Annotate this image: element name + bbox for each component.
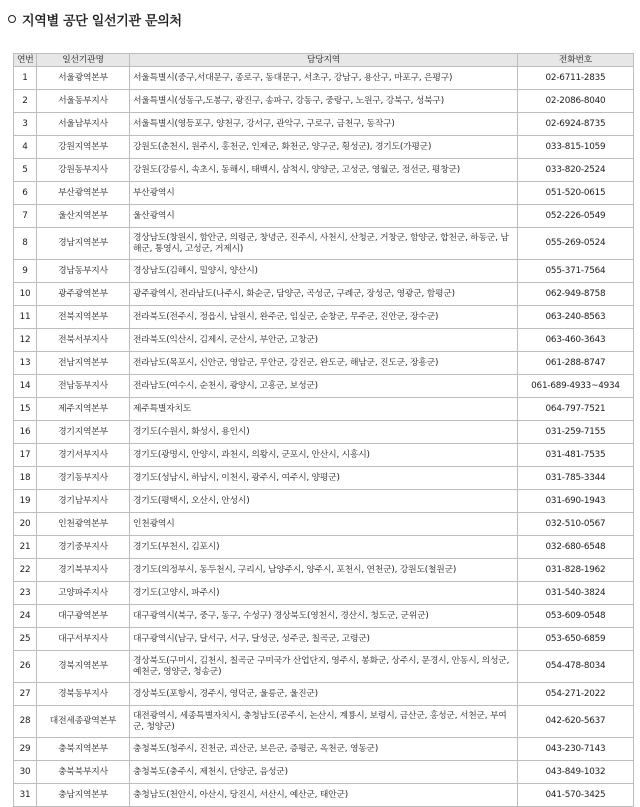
phone-number: 031-481-7535 bbox=[518, 444, 634, 467]
table-row bbox=[14, 398, 634, 421]
office-name: 전북지역본부 bbox=[37, 306, 130, 329]
region-cell: 경기도(성남시, 하남시, 이천시, 광주시, 여주시, 양평군) bbox=[130, 467, 518, 490]
office-name: 경남지역본부 bbox=[37, 228, 130, 260]
table-row bbox=[14, 628, 634, 651]
office-name: 경남동부지사 bbox=[37, 260, 130, 283]
region-cell: 경기도(수원시, 화성시, 용인시) bbox=[130, 421, 518, 444]
table-header-row bbox=[14, 54, 634, 67]
table-row bbox=[14, 136, 634, 159]
table-row bbox=[14, 444, 634, 467]
phone-number: 02-6711-2835 bbox=[518, 67, 634, 90]
office-name: 제주지역본부 bbox=[37, 398, 130, 421]
page-title: 지역별 공단 일선기관 문의처 bbox=[22, 13, 182, 29]
region-cell: 대전광역시, 세종특별자치시, 충청남도(공주시, 논산시, 계룡시, 보령시, 금산군, 홍성군, 서천군, 부여군, 청양군) bbox=[130, 706, 518, 738]
office-name: 경북동부지사 bbox=[37, 683, 130, 706]
row-number: 5 bbox=[14, 159, 37, 182]
table-row bbox=[14, 375, 634, 398]
row-number: 23 bbox=[14, 582, 37, 605]
row-number: 21 bbox=[14, 536, 37, 559]
phone-number: 052-226-0549 bbox=[518, 205, 634, 228]
office-name: 서울광역본부 bbox=[37, 67, 130, 90]
table-row bbox=[14, 513, 634, 536]
table-row bbox=[14, 260, 634, 283]
row-number: 25 bbox=[14, 628, 37, 651]
office-name: 충남지역본부 bbox=[37, 784, 130, 807]
office-name: 강원지역본부 bbox=[37, 136, 130, 159]
office-name: 대구광역본부 bbox=[37, 605, 130, 628]
region-cell: 경기도(의정부시, 동두천시, 구리시, 남양주시, 양주시, 포천시, 연천군), 강원도(철원군) bbox=[130, 559, 518, 582]
table-row bbox=[14, 784, 634, 807]
table-row bbox=[14, 159, 634, 182]
region-cell: 서울특별시(성동구,도봉구, 광진구, 송파구, 강동구, 중랑구, 노원구, 강북구, 성북구) bbox=[130, 90, 518, 113]
region-cell: 대구광역시(북구, 중구, 동구, 수성구) 경상북도(영천시, 경산시, 청도군, 군위군) bbox=[130, 605, 518, 628]
table-row bbox=[14, 738, 634, 761]
phone-number: 061-689-4933~4934 bbox=[518, 375, 634, 398]
phone-number: 061-288-8747 bbox=[518, 352, 634, 375]
phone-number: 054-271-2022 bbox=[518, 683, 634, 706]
row-number: 14 bbox=[14, 375, 37, 398]
table-row bbox=[14, 467, 634, 490]
region-cell: 경상남도(창원시, 함안군, 의령군, 창녕군, 진주시, 사천시, 산청군, 거창군, 함양군, 합천군, 하동군, 남해군, 통영시, 고성군, 거제시) bbox=[130, 228, 518, 260]
table-row bbox=[14, 67, 634, 90]
region-cell: 충청남도(천안시, 아산시, 당진시, 서산시, 예산군, 태안군) bbox=[130, 784, 518, 807]
region-cell: 강원도(춘천시, 원주시, 홍천군, 인제군, 화천군, 양구군, 횡성군), 경기도(가평군) bbox=[130, 136, 518, 159]
office-name: 경기북부지사 bbox=[37, 559, 130, 582]
office-name: 경기남부지사 bbox=[37, 490, 130, 513]
phone-number: 055-269-0524 bbox=[518, 228, 634, 260]
phone-number: 051-520-0615 bbox=[518, 182, 634, 205]
region-cell: 서울특별시(영등포구, 양천구, 강서구, 관악구, 구로구, 금천구, 동작구) bbox=[130, 113, 518, 136]
row-number: 1 bbox=[14, 67, 37, 90]
region-cell: 전라북도(전주시, 정읍시, 남원시, 완주군, 임실군, 순창군, 무주군, 진안군, 장수군) bbox=[130, 306, 518, 329]
table-row bbox=[14, 761, 634, 784]
row-number: 4 bbox=[14, 136, 37, 159]
section-title bbox=[8, 9, 182, 29]
office-name: 대구서부지사 bbox=[37, 628, 130, 651]
office-name: 경기지역본부 bbox=[37, 421, 130, 444]
row-number: 18 bbox=[14, 467, 37, 490]
table-row bbox=[14, 651, 634, 683]
row-number: 13 bbox=[14, 352, 37, 375]
office-name: 경북지역본부 bbox=[37, 651, 130, 683]
table-row bbox=[14, 683, 634, 706]
row-number: 29 bbox=[14, 738, 37, 761]
region-cell: 경기도(고양시, 파주시) bbox=[130, 582, 518, 605]
table-row bbox=[14, 113, 634, 136]
table-row bbox=[14, 306, 634, 329]
office-name: 울산지역본부 bbox=[37, 205, 130, 228]
region-cell: 부산광역시 bbox=[130, 182, 518, 205]
phone-number: 043-849-1032 bbox=[518, 761, 634, 784]
phone-number: 02-6924-8735 bbox=[518, 113, 634, 136]
office-name: 고양파주지사 bbox=[37, 582, 130, 605]
phone-number: 043-230-7143 bbox=[518, 738, 634, 761]
row-number: 9 bbox=[14, 260, 37, 283]
region-cell: 제주특별자치도 bbox=[130, 398, 518, 421]
region-cell: 울산광역시 bbox=[130, 205, 518, 228]
table-row bbox=[14, 228, 634, 260]
office-name: 경기중부지사 bbox=[37, 536, 130, 559]
table-row bbox=[14, 582, 634, 605]
phone-number: 062-949-8758 bbox=[518, 283, 634, 306]
header-number: 연번 bbox=[14, 54, 37, 67]
phone-number: 053-650-6859 bbox=[518, 628, 634, 651]
circle-bullet-icon bbox=[8, 15, 16, 23]
row-number: 6 bbox=[14, 182, 37, 205]
region-cell: 경기도(광명시, 안양시, 과천시, 의왕시, 군포시, 안산시, 시흥시) bbox=[130, 444, 518, 467]
row-number: 30 bbox=[14, 761, 37, 784]
phone-number: 02-2086-8040 bbox=[518, 90, 634, 113]
row-number: 15 bbox=[14, 398, 37, 421]
phone-number: 031-785-3344 bbox=[518, 467, 634, 490]
region-cell: 강원도(강릉시, 속초시, 동해시, 태백시, 삼척시, 양양군, 고성군, 영월군, 정선군, 평창군) bbox=[130, 159, 518, 182]
office-name: 강원동부지사 bbox=[37, 159, 130, 182]
office-name: 대전세종광역본부 bbox=[37, 706, 130, 738]
office-name: 충북지역본부 bbox=[37, 738, 130, 761]
office-name: 서울남부지사 bbox=[37, 113, 130, 136]
table-row bbox=[14, 283, 634, 306]
office-name: 부산광역본부 bbox=[37, 182, 130, 205]
region-cell: 인천광역시 bbox=[130, 513, 518, 536]
office-name: 충북북부지사 bbox=[37, 761, 130, 784]
region-cell: 전라남도(목포시, 신안군, 영암군, 무안군, 강진군, 완도군, 해남군, 진도군, 장흥군) bbox=[130, 352, 518, 375]
region-cell: 경상북도(구미시, 김천시, 칠곡군 구미국가 산업단지, 영주시, 봉화군, 상주시, 문경시, 안동시, 의성군, 예천군, 영양군, 청송군) bbox=[130, 651, 518, 683]
row-number: 3 bbox=[14, 113, 37, 136]
table-row bbox=[14, 536, 634, 559]
office-name: 전북서부지사 bbox=[37, 329, 130, 352]
row-number: 22 bbox=[14, 559, 37, 582]
row-number: 26 bbox=[14, 651, 37, 683]
row-number: 28 bbox=[14, 706, 37, 738]
table-row bbox=[14, 706, 634, 738]
phone-number: 032-510-0567 bbox=[518, 513, 634, 536]
phone-number: 053-609-0548 bbox=[518, 605, 634, 628]
phone-number: 063-240-8563 bbox=[518, 306, 634, 329]
header-phone: 전화번호 bbox=[518, 54, 634, 67]
row-number: 17 bbox=[14, 444, 37, 467]
office-name: 인천광역본부 bbox=[37, 513, 130, 536]
phone-number: 041-570-3425 bbox=[518, 784, 634, 807]
region-cell: 대구광역시(남구, 달서구, 서구, 달성군, 성주군, 칠곡군, 고령군) bbox=[130, 628, 518, 651]
office-name: 광주광역본부 bbox=[37, 283, 130, 306]
row-number: 7 bbox=[14, 205, 37, 228]
phone-number: 031-259-7155 bbox=[518, 421, 634, 444]
phone-number: 033-820-2524 bbox=[518, 159, 634, 182]
row-number: 12 bbox=[14, 329, 37, 352]
row-number: 24 bbox=[14, 605, 37, 628]
row-number: 11 bbox=[14, 306, 37, 329]
row-number: 2 bbox=[14, 90, 37, 113]
table-row bbox=[14, 605, 634, 628]
office-name: 전남동부지사 bbox=[37, 375, 130, 398]
phone-number: 054-478-8034 bbox=[518, 651, 634, 683]
table-row bbox=[14, 90, 634, 113]
contact-table bbox=[13, 53, 634, 807]
table-row bbox=[14, 329, 634, 352]
row-number: 16 bbox=[14, 421, 37, 444]
table-row bbox=[14, 559, 634, 582]
row-number: 19 bbox=[14, 490, 37, 513]
region-cell: 충청북도(충주시, 제천시, 단양군, 음성군) bbox=[130, 761, 518, 784]
row-number: 10 bbox=[14, 283, 37, 306]
phone-number: 042-620-5637 bbox=[518, 706, 634, 738]
region-cell: 서울특별시(중구,서대문구, 종로구, 동대문구, 서초구, 강남구, 용산구, 마포구, 은평구) bbox=[130, 67, 518, 90]
office-name: 경기서부지사 bbox=[37, 444, 130, 467]
table-body bbox=[14, 67, 634, 807]
region-cell: 경기도(부천시, 김포시) bbox=[130, 536, 518, 559]
phone-number: 063-460-3643 bbox=[518, 329, 634, 352]
region-cell: 전라남도(여수시, 순천시, 광양시, 고흥군, 보성군) bbox=[130, 375, 518, 398]
row-number: 8 bbox=[14, 228, 37, 260]
region-cell: 경기도(평택시, 오산시, 안성시) bbox=[130, 490, 518, 513]
region-cell: 광주광역시, 전라남도(나주시, 화순군, 담양군, 곡성군, 구례군, 장성군, 영광군, 함평군) bbox=[130, 283, 518, 306]
office-name: 서울동부지사 bbox=[37, 90, 130, 113]
region-cell: 전라북도(익산시, 김제시, 군산시, 부안군, 고창군) bbox=[130, 329, 518, 352]
table-row bbox=[14, 352, 634, 375]
table-row bbox=[14, 490, 634, 513]
table-row bbox=[14, 205, 634, 228]
region-cell: 경상남도(김해시, 밀양시, 양산시) bbox=[130, 260, 518, 283]
row-number: 20 bbox=[14, 513, 37, 536]
table-row bbox=[14, 421, 634, 444]
header-office: 일선기관명 bbox=[37, 54, 130, 67]
table-row bbox=[14, 182, 634, 205]
phone-number: 064-797-7521 bbox=[518, 398, 634, 421]
header-region: 담당지역 bbox=[130, 54, 518, 67]
phone-number: 032-680-6548 bbox=[518, 536, 634, 559]
row-number: 31 bbox=[14, 784, 37, 807]
office-name: 경기동부지사 bbox=[37, 467, 130, 490]
region-cell: 충청북도(청주시, 진천군, 괴산군, 보은군, 증평군, 옥천군, 영동군) bbox=[130, 738, 518, 761]
phone-number: 055-371-7564 bbox=[518, 260, 634, 283]
row-number: 27 bbox=[14, 683, 37, 706]
phone-number: 031-828-1962 bbox=[518, 559, 634, 582]
region-cell: 경상북도(포항시, 경주시, 영덕군, 울릉군, 울진군) bbox=[130, 683, 518, 706]
office-name: 전남지역본부 bbox=[37, 352, 130, 375]
phone-number: 031-690-1943 bbox=[518, 490, 634, 513]
phone-number: 031-540-3824 bbox=[518, 582, 634, 605]
phone-number: 033-815-1059 bbox=[518, 136, 634, 159]
